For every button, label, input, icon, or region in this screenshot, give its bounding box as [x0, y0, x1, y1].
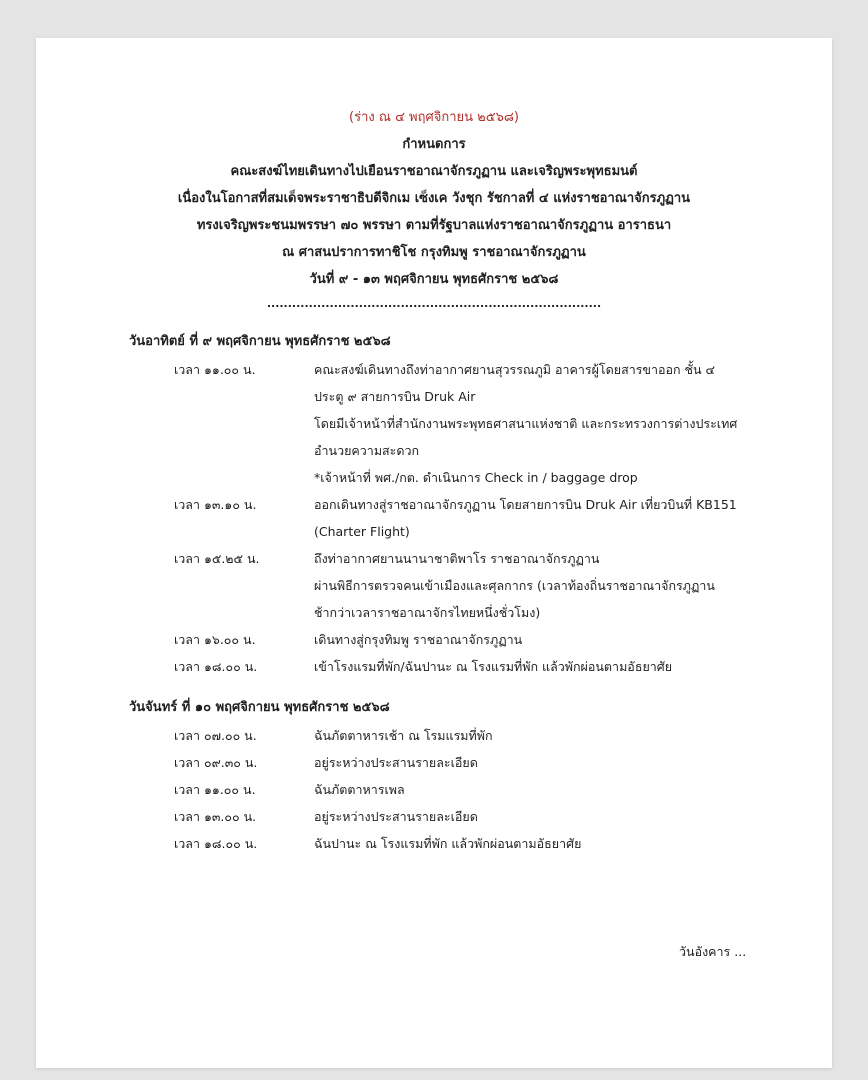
entry-line: *เจ้าหน้าที่ พศ./กต. ดำเนินการ Check in / baggage drop: [314, 470, 638, 485]
entry-line: โดยมีเจ้าหน้าที่สำนักงานพระพุทธศาสนาแห่งชาติ และกระทรวงการต่างประเทศ: [314, 416, 738, 431]
entry-description: [314, 776, 794, 803]
day-heading-monday: วันจันทร์ ที่ ๑๐ พฤศจิกายน พุทธศักราช ๒๕๖๘: [129, 700, 390, 715]
schedule-entry: [174, 491, 794, 545]
entry-line: ฉันภัตตาหารเพล: [314, 782, 405, 797]
header-line-dates: วันที่ ๙ - ๑๓ พฤศจิกายน พุทธศักราช ๒๕๖๘: [309, 272, 559, 287]
schedule-entry: [174, 830, 794, 857]
schedule-entry: [174, 722, 794, 749]
document-title: กำหนดการ: [402, 137, 466, 152]
schedule-entry: [174, 776, 794, 803]
header-line-occasion: เนื่องในโอกาสที่สมเด็จพระราชาธิบดีจิกเม เซ็งเค วังชุก รัชกาลที่ ๔ แห่งราชอาณาจักรภูฏาน: [177, 191, 691, 206]
entry-line: อยู่ระหว่างประสานรายละเอียด: [314, 755, 478, 770]
entry-time: เวลา ๑๓.๑๐ น.: [174, 497, 257, 512]
entry-description: [314, 722, 794, 749]
entry-description: [314, 545, 794, 626]
entry-line: ช้ากว่าเวลาราชอาณาจักรไทยหนึ่งชั่วโมง): [314, 605, 541, 620]
entry-time: เวลา ๑๕.๒๕ น.: [174, 551, 260, 566]
entry-line: ออกเดินทางสู่ราชอาณาจักรภูฏาน โดยสายการบิน Druk Air เที่ยวบินที่ KB151: [314, 497, 737, 512]
header-line-birthday: ทรงเจริญพระชนมพรรษา ๗๐ พรรษา ตามที่รัฐบาลแห่งราชอาณาจักรภูฏาน อาราธนา: [196, 218, 672, 233]
entry-description: [314, 830, 794, 857]
entry-time: เวลา ๑๖.๐๐ น.: [174, 632, 256, 647]
header-line-purpose: คณะสงฆ์ไทยเดินทางไปเยือนราชอาณาจักรภูฏาน และเจริญพระพุทธมนต์: [230, 164, 638, 179]
entry-line: ฉันภัตตาหารเช้า ณ โรมแรมที่พัก: [314, 728, 493, 743]
entry-description: [314, 749, 794, 776]
entry-line: (Charter Flight): [314, 524, 410, 539]
entry-line: ผ่านพิธีการตรวจคนเข้าเมืองและศุลกากร (เวลาท้องถิ่นราชอาณาจักรภูฏาน: [314, 578, 715, 593]
entry-time: เวลา ๐๙.๓๐ น.: [174, 755, 258, 770]
entry-line: ประตู ๙ สายการบิน Druk Air: [314, 389, 476, 404]
entry-description: [314, 491, 794, 545]
day-heading-sunday: วันอาทิตย์ ที่ ๙ พฤศจิกายน พุทธศักราช ๒๕๖๘: [129, 334, 391, 349]
entry-line: ถึงท่าอากาศยานนานาชาติพาโร ราชอาณาจักรภูฏาน: [314, 551, 600, 566]
document-header: [36, 104, 832, 313]
entry-line: เข้าโรงแรมที่พัก/ฉันปานะ ณ โรงแรมที่พัก แล้วพักผ่อนตามอัธยาศัย: [314, 659, 673, 674]
entry-time: เวลา ๑๑.๐๐ น.: [174, 362, 256, 377]
entry-description: [314, 626, 794, 653]
entry-description: [314, 356, 794, 491]
entry-line: อำนวยความสะดวก: [314, 443, 420, 458]
entry-line: เดินทางสู่กรุงทิมพู ราชอาณาจักรภูฏาน: [314, 632, 523, 647]
schedule-entry: [174, 803, 794, 830]
schedule-monday: [174, 722, 794, 857]
entry-line: คณะสงฆ์เดินทางถึงท่าอากาศยานสุวรรณภูมิ อาคารผู้โดยสารขาออก ชั้น ๔: [314, 362, 716, 377]
entry-description: [314, 653, 794, 680]
entry-time: เวลา ๐๗.๐๐ น.: [174, 728, 257, 743]
draft-note: (ร่าง ณ ๔ พฤศจิกายน ๒๕๖๘): [349, 110, 519, 125]
schedule-entry: [174, 356, 794, 491]
entry-description: [314, 803, 794, 830]
entry-line: ฉันปานะ ณ โรงแรมที่พัก แล้วพักผ่อนตามอัธยาศัย: [314, 836, 582, 851]
schedule-entry: [174, 653, 794, 680]
entry-line: อยู่ระหว่างประสานรายละเอียด: [314, 809, 478, 824]
entry-time: เวลา ๑๘.๐๐ น.: [174, 659, 258, 674]
schedule-entry: [174, 749, 794, 776]
schedule-entry: [174, 545, 794, 626]
entry-time: เวลา ๑๘.๐๐ น.: [174, 836, 258, 851]
schedule-sunday: [174, 356, 794, 680]
header-line-venue: ณ ศาสนปราการทาชิโช กรุงทิมพู ราชอาณาจักรภูฏาน: [282, 245, 586, 260]
continuation-note: วันอังคาร ...: [679, 944, 747, 959]
entry-time: เวลา ๑๓.๐๐ น.: [174, 809, 257, 824]
dotted-separator: ................................................................................: [266, 297, 602, 310]
entry-time: เวลา ๑๑.๐๐ น.: [174, 782, 256, 797]
schedule-entry: [174, 626, 794, 653]
document-page: [36, 38, 832, 1068]
